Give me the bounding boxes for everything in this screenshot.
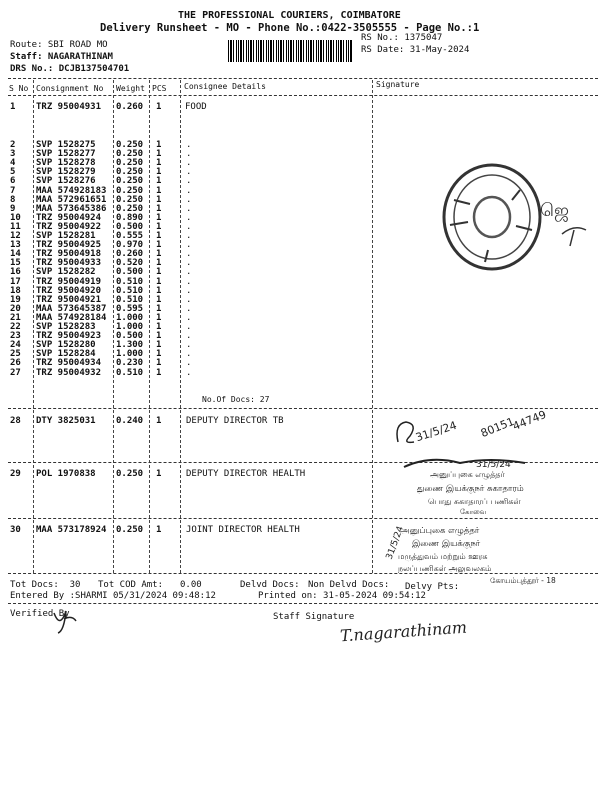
row-details: . — [186, 294, 192, 305]
row-consignment: MAA 574928184 — [36, 312, 107, 323]
row-sno: 17 — [10, 276, 21, 287]
column-separator — [149, 80, 150, 573]
divider — [8, 573, 598, 574]
row-pcs: 1 — [156, 349, 162, 360]
row-pcs: 1 — [156, 258, 162, 269]
stamp29-line1: அனுப்புகை எழுத்தர் — [430, 470, 505, 479]
row-weight: 1.000 — [116, 349, 144, 360]
row-pcs: 1 — [156, 367, 162, 378]
row-consignment: SVP 1528277 — [36, 149, 96, 160]
row-weight: 0.230 — [116, 358, 144, 369]
row-consignment: MAA 573178924 — [36, 525, 107, 535]
row-sno: 14 — [10, 249, 21, 260]
row-details: . — [186, 176, 192, 187]
row-sno: 5 — [10, 167, 16, 178]
row-sno: 13 — [10, 240, 21, 251]
row-consignment: TRZ 95004921 — [36, 294, 102, 305]
row-weight: 0.250 — [116, 203, 144, 214]
row-weight: 0.520 — [116, 258, 144, 269]
row-consignment: TRZ 95004923 — [36, 331, 102, 342]
row-consignment: TRZ 95004933 — [36, 258, 102, 269]
row-consignment: SVP 1528281 — [36, 231, 96, 241]
runsheet-subtitle: Delivery Runsheet - MO - Phone No.:0422-3505555 - Page No.:1 — [100, 22, 480, 34]
row-details: . — [186, 194, 192, 205]
row-details: . — [186, 331, 192, 342]
row-details: . — [186, 203, 192, 214]
row-consignment: SVP 1528276 — [36, 176, 96, 187]
sig28-scribble — [392, 418, 422, 448]
delvy-pts: Delvy Pts: — [405, 582, 460, 592]
row-pcs: 1 — [156, 322, 162, 332]
row-pcs: 1 — [156, 276, 162, 287]
row-sno: 19 — [10, 294, 21, 305]
sig28-date: 31/5/24 — [414, 418, 459, 445]
row-weight: 0.250 — [116, 167, 144, 178]
row-details: . — [186, 322, 192, 332]
staff-signature-label: Staff Signature — [273, 612, 355, 622]
row-pcs: 1 — [156, 240, 162, 251]
sig28-number-a: 80151 — [478, 414, 517, 441]
row-weight: 0.555 — [116, 231, 144, 241]
stamp29-line4: கோவை — [460, 508, 487, 516]
row-sno: 11 — [10, 221, 21, 232]
row-details: . — [186, 303, 192, 314]
row-weight: 0.510 — [116, 285, 144, 296]
stamp30-line3: மருத்துவம் மற்றும் ஊரக — [398, 552, 488, 561]
row-sno: 18 — [10, 285, 21, 296]
row-pcs: 1 — [156, 158, 162, 169]
row-details: . — [186, 212, 192, 223]
row-pcs: 1 — [156, 303, 162, 314]
row-pcs: 1 — [156, 212, 162, 223]
row-consignment: TRZ 95004918 — [36, 249, 102, 260]
stamp29-line2: துணை இயக்குநர் சுகாதாரம் — [417, 484, 524, 494]
entered-by: Entered By :SHARMI 05/31/2024 09:48:12 — [10, 591, 216, 601]
row-weight: 1.000 — [116, 312, 144, 323]
printed-on: Printed on: 31-05-2024 09:54:12 — [258, 591, 426, 601]
row-details: JOINT DIRECTOR HEALTH — [186, 525, 300, 535]
row-sno: 16 — [10, 267, 21, 278]
row-weight: 0.890 — [116, 212, 144, 223]
row-pcs: 1 — [156, 185, 162, 196]
row-weight: 0.250 — [116, 469, 144, 479]
row-consignment: TRZ 95004932 — [36, 367, 102, 378]
row-consignment: SVP 1528275 — [36, 140, 96, 150]
row-consignment: MAA 574928183 — [36, 185, 107, 196]
row-weight: 0.250 — [116, 149, 144, 160]
rs-number: RS No.: 1375047 — [361, 33, 443, 43]
row-details: . — [186, 158, 192, 169]
row-sno: 6 — [10, 176, 16, 187]
row-sno: 26 — [10, 358, 21, 369]
divider — [8, 78, 598, 79]
row-weight: 0.510 — [116, 276, 144, 287]
row-details: . — [186, 349, 192, 360]
row-sno: 25 — [10, 349, 21, 360]
handwritten-initials: ஜெ — [540, 200, 570, 221]
col-consignment: Consignment No — [36, 84, 104, 93]
row-details: . — [186, 267, 192, 278]
stamp29-line3: பொது சுகாதாரப் பணிகள் — [428, 497, 521, 506]
row-pcs: 1 — [156, 358, 162, 369]
row-sno: 27 — [10, 367, 21, 378]
row-weight: 0.260 — [116, 102, 144, 112]
stamp30-line1: அனுப்புகை எழுத்தர் — [400, 526, 480, 536]
row-weight: 0.500 — [116, 331, 144, 342]
row-details: . — [186, 358, 192, 369]
row-details: . — [186, 258, 192, 269]
row-details: . — [186, 167, 192, 178]
row-details: . — [186, 221, 192, 232]
row-details: FOOD — [185, 102, 207, 112]
row-consignment: TRZ 95004934 — [36, 358, 102, 369]
row-pcs: 1 — [156, 167, 162, 178]
row-consignment: SVP 1528280 — [36, 340, 96, 351]
row-weight: 0.250 — [116, 525, 144, 535]
row-consignment: MAA 573645386 — [36, 203, 107, 214]
divider — [8, 95, 598, 96]
row-weight: 0.260 — [116, 249, 144, 260]
row-details: . — [186, 312, 192, 323]
tot-cod-label: Tot COD Amt: — [98, 580, 164, 590]
column-separator — [180, 80, 181, 573]
row-details: DEPUTY DIRECTOR TB — [186, 416, 284, 426]
row-consignment: POL 1970838 — [36, 469, 96, 479]
row-details: . — [186, 276, 192, 287]
row-sno: 8 — [10, 194, 16, 205]
row-consignment: TRZ 95004931 — [36, 102, 102, 112]
row-details: . — [186, 367, 192, 378]
row-consignment: SVP 1528282 — [36, 267, 96, 278]
row-sno: 7 — [10, 185, 16, 196]
row-pcs: 1 — [156, 285, 162, 296]
row-consignment: SVP 1528284 — [36, 349, 96, 360]
row-weight: 0.500 — [116, 221, 144, 232]
initial-mark — [560, 222, 590, 248]
column-separator — [33, 80, 34, 573]
row-weight: 0.240 — [116, 416, 144, 426]
row-pcs: 1 — [156, 194, 162, 205]
stamp30-line4: நலப்பணிகள் அலுவலகம் — [398, 564, 492, 573]
row-pcs: 1 — [156, 140, 162, 150]
row-weight: 0.250 — [116, 194, 144, 205]
row-consignment: DTY 3825031 — [36, 416, 96, 426]
row-sno: 28 — [10, 416, 21, 426]
row-pcs: 1 — [156, 525, 162, 535]
row-pcs: 1 — [156, 149, 162, 160]
sig29-date: 31/5/24 — [476, 460, 511, 470]
row-pcs: 1 — [156, 221, 162, 232]
row-sno: 23 — [10, 331, 21, 342]
divider — [8, 408, 598, 409]
row-consignment: TRZ 95004924 — [36, 212, 102, 223]
col-details: Consignee Details — [184, 82, 266, 91]
row-consignment: TRZ 95004925 — [36, 240, 102, 251]
row-weight: 1.000 — [116, 322, 144, 332]
company-name: THE PROFESSIONAL COURIERS, COIMBATORE — [178, 10, 401, 21]
row-weight: 0.500 — [116, 267, 144, 278]
row-sno: 22 — [10, 322, 21, 332]
row-sno: 10 — [10, 212, 21, 223]
row-details: . — [186, 240, 192, 251]
row-details: DEPUTY DIRECTOR HEALTH — [186, 469, 306, 479]
row-consignment: MAA 572961651 — [36, 194, 107, 205]
row-weight: 0.595 — [116, 303, 144, 314]
non-delvd-docs: Non Delvd Docs: — [308, 580, 390, 590]
route: Route: SBI ROAD MO — [10, 40, 108, 50]
verified-signature — [50, 605, 80, 635]
stamp30-line5: கோயம்புத்தூர் - 18 — [490, 576, 556, 585]
divider — [8, 603, 598, 604]
row-details: . — [186, 285, 192, 296]
column-separator — [113, 80, 114, 573]
col-sno: S No — [9, 84, 29, 93]
row-consignment: SVP 1528279 — [36, 167, 96, 178]
row-consignment: SVP 1528278 — [36, 158, 96, 169]
row-weight: 0.510 — [116, 294, 144, 305]
col-signature: Signature — [376, 80, 420, 89]
row-sno: 20 — [10, 303, 21, 314]
row-pcs: 1 — [156, 312, 162, 323]
row-weight: 0.250 — [116, 158, 144, 169]
row-pcs: 1 — [156, 294, 162, 305]
row-details: . — [186, 185, 192, 196]
row-consignment: MAA 573645387 — [36, 303, 107, 314]
round-seal-stamp — [440, 160, 550, 275]
row-pcs: 1 — [156, 416, 162, 426]
row-weight: 0.250 — [116, 176, 144, 187]
row-pcs: 1 — [156, 203, 162, 214]
row-sno: 1 — [10, 102, 16, 112]
row-sno: 3 — [10, 149, 16, 160]
row-consignment: SVP 1528283 — [36, 322, 96, 332]
divider — [8, 518, 598, 519]
row-sno: 30 — [10, 525, 21, 535]
barcode — [228, 40, 352, 62]
row-pcs: 1 — [156, 340, 162, 351]
staff-signature: T.nagarathinam — [339, 617, 468, 646]
row-sno: 9 — [10, 203, 16, 214]
row-pcs: 1 — [156, 102, 162, 112]
tot-docs: Tot Docs: 30 — [10, 580, 81, 590]
row-sno: 21 — [10, 312, 21, 323]
no-of-docs: No.Of Docs: 27 — [202, 395, 270, 404]
row-weight: 0.250 — [116, 185, 144, 196]
column-separator — [372, 80, 373, 573]
delvd-docs: Delvd Docs: — [240, 580, 300, 590]
row-pcs: 1 — [156, 331, 162, 342]
sig28-number-b: 44749 — [510, 407, 549, 434]
row-consignment: TRZ 95004919 — [36, 276, 102, 287]
sig30-date: 31/5/24 — [384, 524, 406, 562]
row-details: . — [186, 140, 192, 150]
row-weight: 0.510 — [116, 367, 144, 378]
rs-date: RS Date: 31-May-2024 — [361, 45, 470, 55]
row-sno: 4 — [10, 158, 16, 169]
row-weight: 0.970 — [116, 240, 144, 251]
row-pcs: 1 — [156, 176, 162, 187]
drs-number: DRS No.: DCJB137504701 — [10, 64, 130, 74]
row-details: . — [186, 231, 192, 241]
tot-cod-amount: 0.00 — [180, 580, 202, 590]
row-weight: 0.250 — [116, 140, 144, 150]
row-consignment: TRZ 95004920 — [36, 285, 102, 296]
row-details: . — [186, 249, 192, 260]
row-sno: 2 — [10, 140, 16, 150]
row-pcs: 1 — [156, 231, 162, 241]
row-details: . — [186, 340, 192, 351]
row-sno: 24 — [10, 340, 21, 351]
row-consignment: TRZ 95004922 — [36, 221, 102, 232]
row-pcs: 1 — [156, 469, 162, 479]
col-pcs: PCS — [152, 84, 167, 93]
row-sno: 12 — [10, 231, 21, 241]
row-pcs: 1 — [156, 249, 162, 260]
col-weight: Weight — [116, 84, 145, 93]
staff-name: Staff: NAGARATHINAM — [10, 52, 113, 62]
stamp30-line2: இணை இயக்குநர் — [412, 539, 481, 549]
row-sno: 15 — [10, 258, 21, 269]
row-details: . — [186, 149, 192, 160]
verified-by: Verified By — [10, 609, 70, 619]
row-pcs: 1 — [156, 267, 162, 278]
row-weight: 1.300 — [116, 340, 144, 351]
row-sno: 29 — [10, 469, 21, 479]
